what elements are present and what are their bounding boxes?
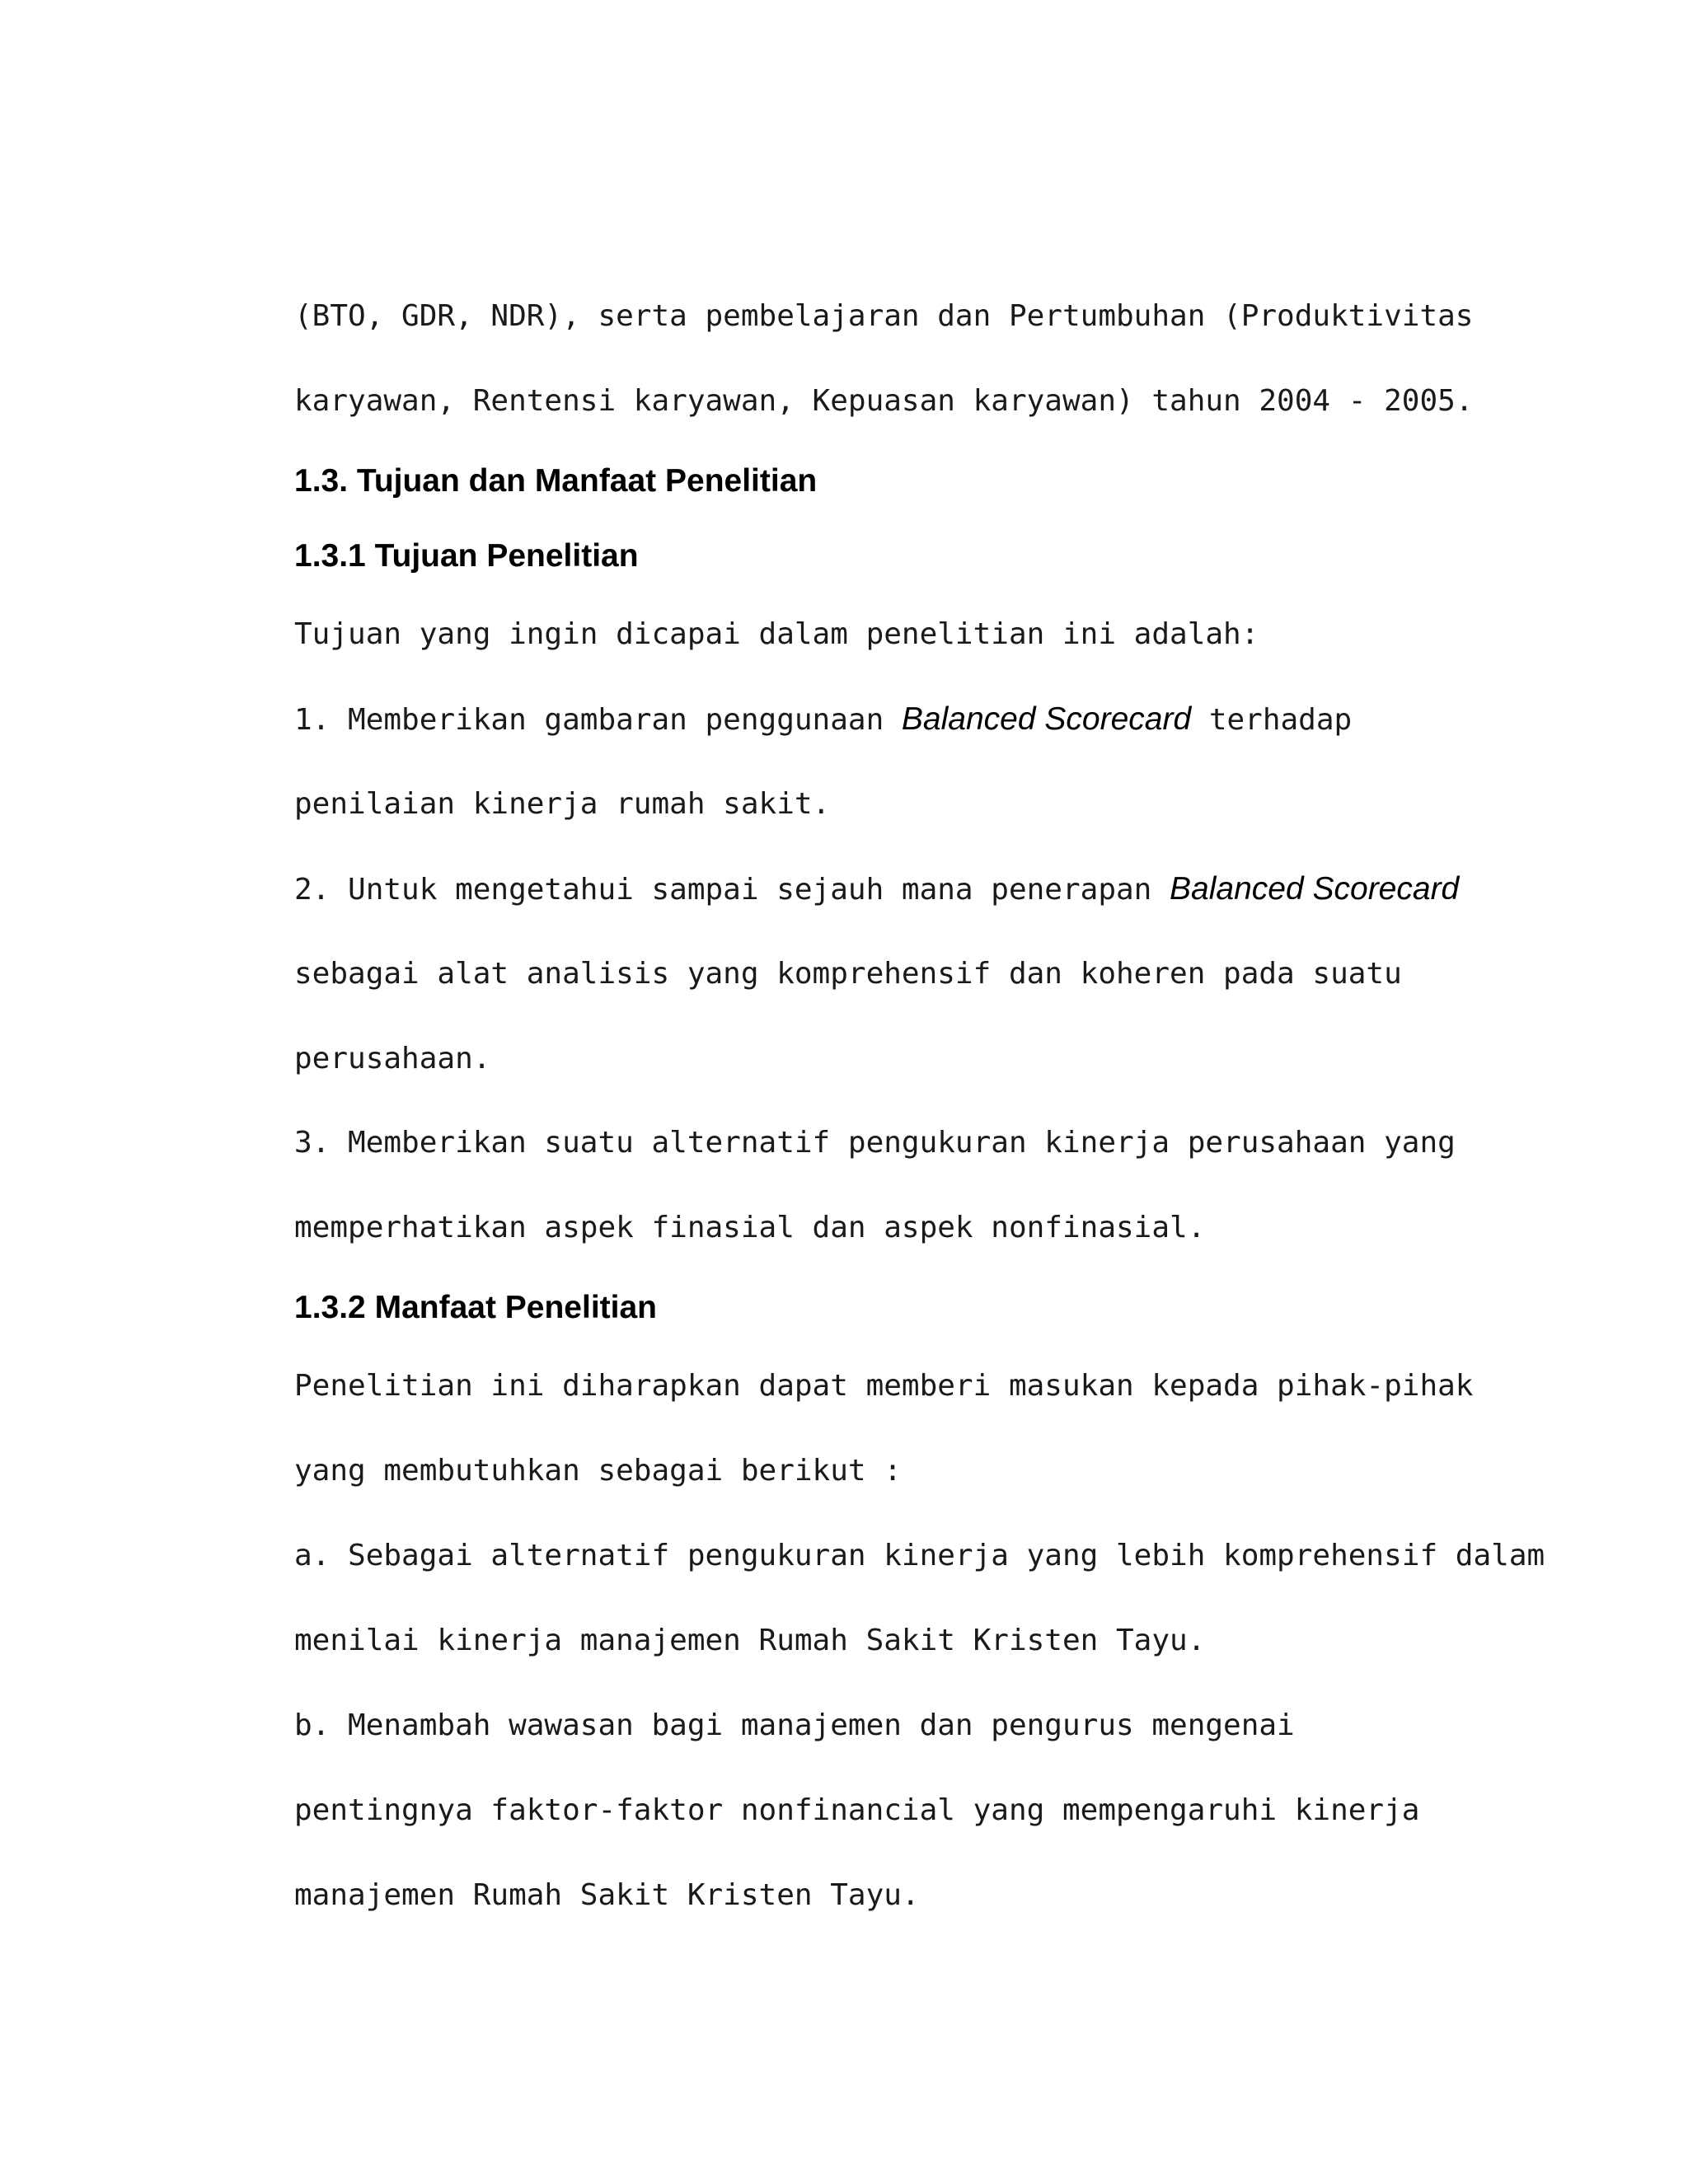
section-heading: 1.3. Tujuan dan Manfaat Penelitian: [294, 463, 818, 499]
list-item-a: a. Sebagai alternatif pengukuran kinerja yang lebih komprehensif dalam: [294, 1539, 1545, 1572]
subsection-heading: 1.3.1 Tujuan Penelitian: [294, 538, 639, 574]
body-text-line: memperhatikan aspek finasial dan aspek nonfinasial.: [294, 1211, 1206, 1244]
body-text-line: karyawan, Rentensi karyawan, Kepuasan karyawan) tahun 2004 - 2005.: [294, 384, 1474, 418]
body-text-line: Tujuan yang ingin dicapai dalam penelitian ini adalah:: [294, 617, 1259, 651]
emphasis-term: Balanced Scorecard: [901, 701, 1192, 737]
list-item-text: terhadap: [1191, 703, 1353, 737]
body-text-line: penilaian kinerja rumah sakit.: [294, 787, 831, 821]
list-item-text: 2. Untuk mengetahui sampai sejauh mana penerapan: [294, 873, 1170, 907]
body-text-line: pentingnya faktor-faktor nonfinancial yang mempengaruhi kinerja: [294, 1793, 1420, 1827]
list-item-3: 3. Memberikan suatu alternatif pengukuran kinerja perusahaan yang: [294, 1126, 1456, 1160]
emphasis-term: Balanced Scorecard: [1170, 871, 1460, 907]
body-text-line: yang membutuhkan sebagai berikut :: [294, 1454, 902, 1488]
body-text-line: menilai kinerja manajemen Rumah Sakit Kristen Tayu.: [294, 1624, 1206, 1657]
subsection-heading: 1.3.2 Manfaat Penelitian: [294, 1290, 657, 1325]
body-text-line: Penelitian ini diharapkan dapat memberi masukan kepada pihak-pihak: [294, 1369, 1474, 1403]
list-item-1: [294, 700, 1352, 740]
list-item-text: 1. Memberikan gambaran penggunaan: [294, 703, 902, 737]
list-item-b: b. Menambah wawasan bagi manajemen dan pengurus mengenai: [294, 1708, 1295, 1742]
body-text-line: (BTO, GDR, NDR), serta pembelajaran dan Pertumbuhan (Produktivitas: [294, 299, 1474, 333]
list-item-2: [294, 869, 1459, 910]
body-text-line: perusahaan.: [294, 1042, 491, 1076]
body-text-line: manajemen Rumah Sakit Kristen Tayu.: [294, 1878, 920, 1912]
body-text-line: sebagai alat analisis yang komprehensif dan koheren pada suatu: [294, 957, 1402, 991]
